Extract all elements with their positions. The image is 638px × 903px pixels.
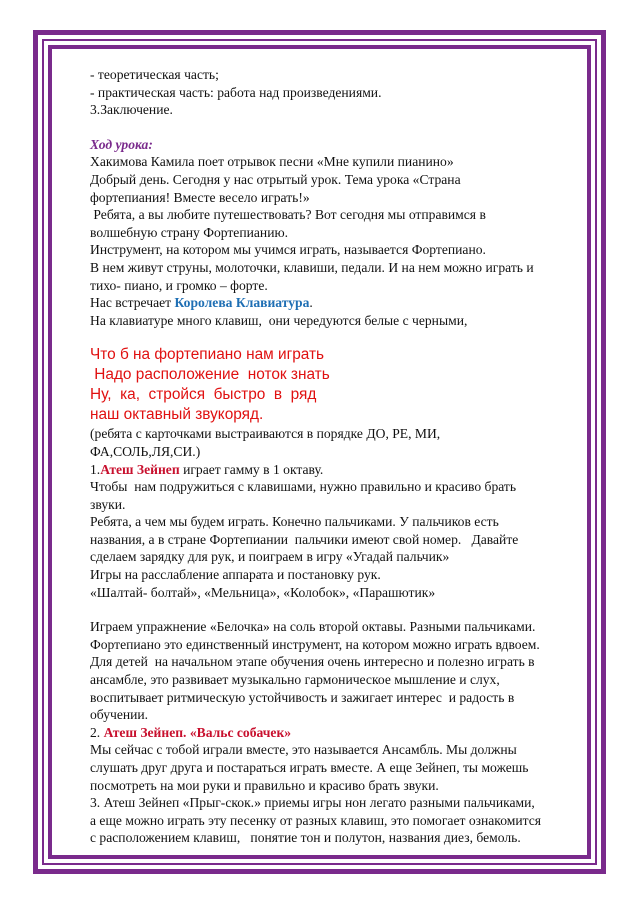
paragraph: обучении. xyxy=(90,707,149,723)
paragraph: (ребята с карточками выстраиваются в порядке ДО, РЕ, МИ, xyxy=(90,426,441,442)
spacer xyxy=(90,119,598,136)
paragraph: воспитывает ритмическую устойчивость и зажигает интерес и радость в xyxy=(90,689,515,705)
paragraph: посмотреть на мои руки и правильно и красиво брать звуки. xyxy=(90,777,439,793)
paragraph: с расположением клавиш, понятие тон и полутон, названия диез, бемоль. xyxy=(90,830,521,846)
poem-line: Что б на фортепиано нам играть xyxy=(90,346,325,364)
text: . xyxy=(309,295,313,311)
plan-line: - практическая часть: работа над произведениями. xyxy=(90,84,382,100)
paragraph: Играем упражнение «Белочка» на соль второй октавы. Разными пальчиками. xyxy=(90,619,536,635)
paragraph: ансамбле, это развивает музыкально гармоническое мышление и слух, xyxy=(90,672,500,688)
paragraph: звуки. xyxy=(90,496,126,512)
item-number: 1. xyxy=(90,461,101,477)
piece-title: Атеш Зейнеп. «Вальс собачек» xyxy=(103,724,292,740)
paragraph: фортепиания! Вместе весело играть!» xyxy=(90,189,310,205)
paragraph: Для детей на начальном этапе обучения очень интересно и полезно играть в xyxy=(90,654,535,670)
paragraph: Ребята, а вы любите путешествовать? Вот сегодня мы отправимся в xyxy=(90,207,486,223)
performer-name: Атеш Зейнеп xyxy=(100,461,180,477)
poem-line: наш октавный звукоряд. xyxy=(90,406,264,424)
paragraph: а еще можно играть эту песенку от разных клавиш, это помогает ознакомится xyxy=(90,812,542,828)
paragraph: «Шалтай- болтай», «Мельница», «Колобок», «Парашютик» xyxy=(90,584,436,600)
paragraph: сделаем зарядку для рук, и поиграем в игру «Угадай пальчик» xyxy=(90,549,450,565)
poem-line: Ну, ка, стройся быстро в ряд xyxy=(90,386,317,404)
paragraph: В нем живут струны, молоточки, клавиши, педали. И на нем можно играть и xyxy=(90,259,534,275)
paragraph: Ребята, а чем мы будем играть. Конечно пальчиками. У пальчиков есть xyxy=(90,514,499,530)
character-name: Королева Клавиатура xyxy=(174,295,310,311)
plan-line: - теоретическая часть; xyxy=(90,67,219,82)
item-number: 2. xyxy=(90,724,104,740)
paragraph: Игры на расслабление аппарата и постановку рук. xyxy=(90,567,381,583)
paragraph: Хакимова Камила поет отрывок песни «Мне купили пианино» xyxy=(90,154,454,170)
paragraph xyxy=(90,461,598,479)
paragraph xyxy=(90,294,598,312)
spacer xyxy=(90,329,598,345)
paragraph: названия, а в стране Фортепиании пальчики имеют свой номер. Давайте xyxy=(90,531,519,547)
paragraph: Мы сейчас с тобой играли вместе, это называется Ансамбль. Мы должны xyxy=(90,742,517,758)
paragraph: волшебную страну Фортепианию. xyxy=(90,224,289,240)
paragraph: На клавиатуре много клавиш, они чередуются белые с черными, xyxy=(90,312,468,328)
document-body xyxy=(90,66,598,847)
spacer xyxy=(90,601,598,618)
plan-line: 3.Заключение. xyxy=(90,102,173,118)
paragraph: тихо- пиано, и громко – форте. xyxy=(90,277,268,293)
paragraph: Фортепиано это единственный инструмент, на котором можно играть вдвоем. xyxy=(90,636,540,652)
paragraph: слушать друг друга и постараться играть вместе. А еще Зейнеп, ты можешь xyxy=(90,760,529,775)
paragraph: ФА,СОЛЬ,ЛЯ,СИ.) xyxy=(90,443,201,459)
paragraph: Чтобы нам подружиться с клавишами, нужно правильно и красиво брать xyxy=(90,479,517,495)
text: играет гамму в 1 октаву. xyxy=(179,461,324,477)
paragraph: Добрый день. Сегодня у нас отрытый урок. Тема урока «Страна xyxy=(90,171,461,187)
paragraph: 3. Атеш Зейнеп «Прыг-скок.» приемы игры нон легато разными пальчиками, xyxy=(90,795,535,811)
section-heading: Ход урока: xyxy=(90,136,153,152)
paragraph: Инструмент, на котором мы учимся играть, называется Фортепиано. xyxy=(90,242,486,258)
text: Нас встречает xyxy=(90,295,175,311)
paragraph xyxy=(90,724,598,742)
poem-line: Надо расположение ноток знать xyxy=(90,366,330,384)
